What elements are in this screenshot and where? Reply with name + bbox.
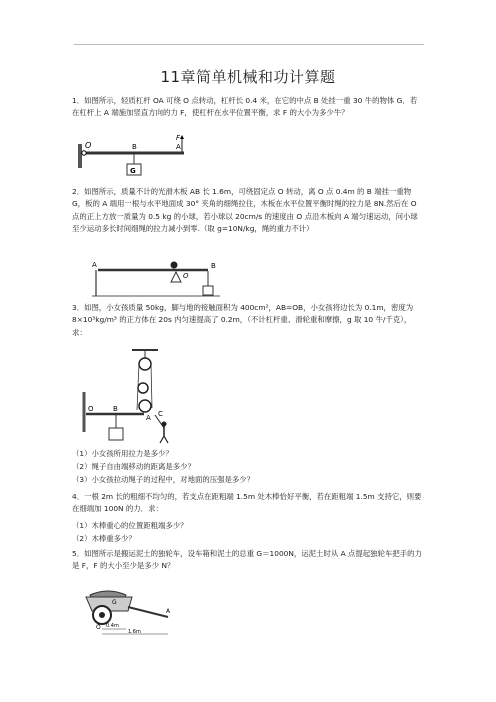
question-5-text: 5．如图所示是搬运泥土的独轮车，设车箱和泥土的总重 G＝1000N，运泥土时从 A 点提起独轮车把手的力是 F，F 的大小至少是多少 N？ [72,549,422,571]
label-g: G [112,599,117,606]
question-1-text: 1．如图所示，轻质杠杆 OA 可绕 O 点转动，杠杆长 0.4 米，在它的中点 B 处挂一重 30 牛的物体 G．若在杠杆上 A 端施加竖直方向的力 F，使杠杆在水平位置平衡，求 F 的大小为多少牛？ [72,96,418,118]
question-4-text: 4．一根 2m 长的粗细不均匀的，若支点在距粗端 1.5m 处木棒恰好平衡，若在距粗端 1.5m 支持它，则要在细端加 100N 的力．求： [72,492,422,514]
question-3-sub-3: （3）小女孩拉动绳子的过程中，对地面的压强是多少？ [72,475,255,484]
question-4-sub-1: （1）木棒重心的位置距粗端多少？ [72,521,188,530]
wheel-hub [99,612,105,618]
question-3-sub-1: （1）小女孩所用拉力是多少？ [72,449,173,458]
question-5-figure [78,585,178,637]
label-o: O [85,141,92,150]
label-b: B [132,143,137,151]
arrow-head-icon [180,135,184,139]
handle [128,607,168,617]
label-a: A [146,414,151,422]
question-2-text: 2．如图所示，质量不计的光滑木板 AB 长 1.6m，可绕固定点 O 转动，离 O 点 0.4m 的 B 端挂一重物 G，板的 A 端用一根与水平地面成 30° 夹角的细绳拉住，木板在水平位置平衡时绳的拉力是 8N.然后在 O 点的正上方放一质量为 0.5 kg 的小球，若小球以 20cm/s 的速度由 O 点沿木板向 A 端匀速运动，问小球至少运动多长时间细绳的拉力减小到零.（取 g=10N/kg，绳的重力不计） [72,187,418,234]
ball [171,262,178,269]
label-g: G [130,167,136,175]
question-4-sub-2: （2）木棒重多少？ [72,534,136,543]
question-2-figure [90,258,235,302]
label-o: O [96,624,101,631]
label-dim-1: 0.4m [106,623,119,629]
header-rule [74,44,424,45]
label-b: B [211,262,216,270]
label-dim-2: 1.6m [128,629,141,635]
girl-leg [160,436,164,443]
label-a: A [166,608,171,615]
label-b: B [113,405,118,413]
question-3-text: 3．如图，小女孩质量 50kg，脚与地的接触面积为 400cm²，AB=OB，小女孩将边长为 0.1m，密度为 8×10³kg/m³ 的正方体在 20s 内匀速提高了 0.2m，（不计杠杆重、滑轮重和摩擦，g 取 10 牛/千克），求： [72,303,414,337]
pulley-movable-2 [139,400,151,412]
label-a: A [92,261,97,269]
label-a: A [176,143,181,151]
page-title: 11章简单机械和功计算题 [160,68,336,86]
pulley-fixed [139,358,151,370]
pivot-o [82,151,86,155]
girl-leg [164,436,168,443]
label-o: O [88,405,94,413]
label-c: C [158,410,163,418]
question-3-sub-2: （2）绳子自由端移动的距离是多少？ [72,462,195,471]
pulley-movable-1 [138,383,148,393]
weight-g [203,286,213,295]
question-3-figure [80,348,180,446]
rope-right [151,364,152,408]
label-f: F [176,134,181,142]
wall [78,144,82,168]
cube [109,428,123,440]
label-o: O [183,272,189,280]
fulcrum-o [171,272,181,282]
question-1-figure [76,134,191,184]
